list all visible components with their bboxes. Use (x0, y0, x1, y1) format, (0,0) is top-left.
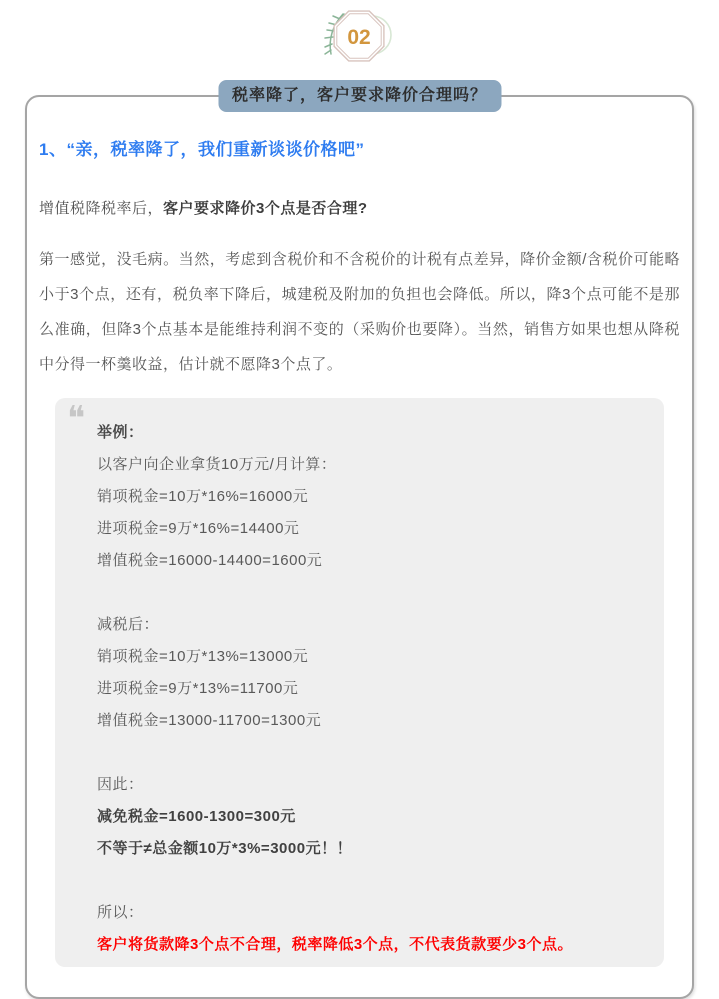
quote-line: 减税后： (97, 616, 160, 633)
chapter-badge-icon (314, 5, 406, 67)
intro-bold-text: 客户要求降价3个点是否合理? (163, 200, 368, 217)
article-container (25, 87, 694, 999)
intro-paragraph (39, 197, 680, 218)
quote-line: 以客户向企业拿货10万元/月计算： (97, 456, 337, 473)
chapter-badge (0, 0, 719, 67)
quote-line: 销项税金=10万*13%=13000元 (97, 648, 309, 665)
quote-line: 进项税金=9万*13%=11700元 (97, 680, 299, 697)
quote-line: 增值税金=13000-11700=1300元 (97, 712, 322, 729)
quote-line: 进项税金=9万*16%=14400元 (97, 520, 300, 537)
quote-line: 举例： (97, 424, 144, 441)
quote-line-conclusion: 减免税金=1600-1300=300元 (97, 808, 296, 825)
quote-line: 增值税金=16000-14400=1600元 (97, 552, 323, 569)
example-quote-box (55, 398, 664, 967)
section-title-pill: 税率降了，客户要求降价合理吗？ (218, 80, 501, 112)
quote-line-conclusion: 不等于≠总金额10万*3%=3000元！！ (97, 840, 353, 857)
badge-number: 02 (346, 26, 371, 49)
quote-line: 销项税金=10万*16%=16000元 (97, 488, 309, 505)
quote-line: 因此： (97, 776, 144, 793)
article-content (27, 97, 692, 967)
intro-regular-text: 增值税降税率后， (39, 200, 164, 217)
quote-line: 所以： (97, 904, 144, 921)
body-paragraph: 第一感觉，没毛病。当然，考虑到含税价和不含税价的计税有点差异，降价金额/含税价可能略小于3个点，还有，税负率下降后，城建税及附加的负担也会降低。所以，降3个点可能不是那么准确，但降3个点基本是能维持利润不变的（采购价也要降）。当然，销售方如果也想从降税中分得一杯羹收益，估计就不愿降3个点了。 (39, 251, 680, 373)
article-heading: 1、“亲，税率降了，我们重新谈谈价格吧” (39, 140, 365, 159)
quote-icon: ❝ (67, 399, 86, 439)
quote-line-warning: 客户将货款降3个点不合理，税率降低3个点，不代表货款要少3个点。 (97, 936, 574, 953)
